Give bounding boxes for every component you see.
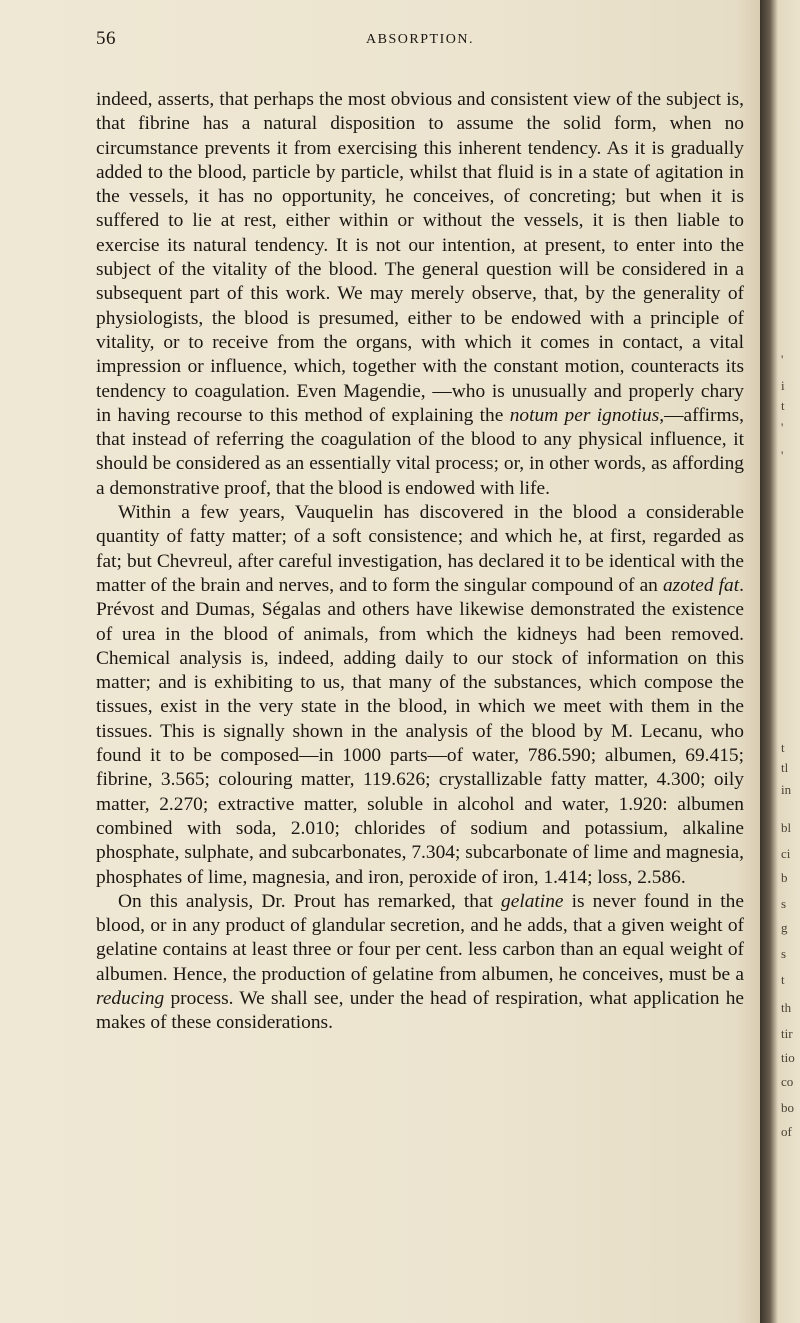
facing-page-fragment: tir	[781, 1026, 793, 1041]
facing-page-fragment: tio	[781, 1050, 795, 1065]
text-run: On this analysis, Dr. Prout has remarked, that	[118, 890, 502, 912]
facing-page-fragment: s	[781, 946, 787, 961]
facing-page-fragment: t	[781, 398, 785, 413]
paragraph	[96, 890, 744, 1036]
facing-page-fragment: bl	[781, 820, 792, 835]
facing-page-fragment: bo	[781, 1100, 794, 1115]
facing-page-fragment: ci	[781, 846, 791, 861]
italic-phrase: gelatine	[501, 890, 564, 912]
italic-phrase: notum per ignotius	[509, 404, 660, 426]
text-run: ,—affirms, that instead of referring the coagulation of the blood to any physical influence, it should be considered as an essentially vital process; or, in other words, as affording a demonstrative proof, that the blood is endowed with life.	[96, 404, 744, 499]
page-number: 56	[96, 28, 116, 49]
text-run: indeed, asserts, that perhaps the most obvious and consistent view of the subject is, that fibrine has a natural disposition to assume the solid form, when no circumstance prevents it from exercising this inherent tendency. As it is gradually added to the blood, particle by particle, whilst that fluid is in a state of agitation in the vessels, it has no opportunity, he conceives, of concreting; but when it is suffered to lie at rest, either within or without the vessels, it is then liable to exercise its natural tendency. It is not our intention, at present, to enter into the subject of the vitality of the blood. The general question will be considered in a subsequent part of this work. We may merely observe, that, by the generality of physiologists, the blood is presumed, either to be endowed with a principle of vitality, or to receive from the organs, with which it comes in contact, a vital impression or influence, which, together with the constant motion, counteracts its tendency to coagulation. Even Magendie, —who is unusually and properly chary in having recourse to this method of explaining the	[96, 89, 744, 426]
facing-page-fragment: co	[781, 1074, 794, 1089]
text-run: process. We shall see, under the head of respiration, what application he makes of these considerations.	[96, 987, 744, 1034]
facing-page-fragment: th	[781, 1000, 792, 1015]
facing-page-fragment: '	[781, 352, 784, 367]
facing-page-fragment: t	[781, 740, 785, 755]
running-head: ABSORPTION.	[366, 32, 474, 47]
facing-page-fragment: i	[781, 378, 785, 393]
facing-page-fragment: s	[781, 896, 787, 911]
facing-page-fragment: of	[781, 1124, 792, 1139]
page-header	[96, 28, 744, 58]
paragraph	[96, 501, 744, 890]
facing-page-fragment: '	[781, 448, 784, 463]
italic-phrase: reducing	[96, 987, 165, 1009]
text-run: . Prévost and Dumas, Ségalas and others have likewise demonstrated the existence of urea in the blood of animals, from which the kidneys had been removed. Chemical analysis is, indeed, adding daily to our stock of information on this matter; and is exhibiting to us, that many of the substances, which compose the tissues, exist in the very state in the blood, in which we meet with them in the tissues. This is signally shown in the analysis of the blood by M. Lecanu, who found it to be composed—in 1000 parts—of water, 786.590; albumen, 69.415; fibrine, 3.565; colouring matter, 119.626; crystallizable fatty matter, 4.300; oily matter, 2.270; extractive matter, soluble in alcohol and water, 1.920: albumen combined with soda, 2.010; chlorides of sodium and potassium, alkaline phosphate, sulphate, and subcarbonates, 7.304; subcarbonate of lime and magnesia, phosphates of lime, magnesia, and iron, peroxide of iron, 1.414; loss, 2.586.	[96, 574, 744, 888]
facing-page-fragment: tl	[781, 760, 789, 775]
facing-page-fragment: g	[781, 920, 788, 935]
text-run: is never found in the blood, or in any product of glandular secretion, and he adds, that a given weight of gelatine contains at least three or four per cent. less carbon than an equal weight of albumen. Hence, the production of gelatine from albumen, he conceives, must be a	[96, 890, 744, 985]
paragraph	[96, 88, 744, 501]
facing-page-fragment: b	[781, 870, 788, 885]
facing-page-fragment: '	[781, 420, 784, 435]
body-text	[96, 88, 744, 1036]
facing-page-fragment: t	[781, 972, 785, 987]
text-run: Within a few years, Vauquelin has discovered in the blood a considerable quantity of fatty matter; of a soft consistence; and which he, at first, regarded as fat; but Chevreul, after careful investigation, has declared it to be identical with the matter of the brain and nerves, and to form the singular compound of an	[96, 502, 744, 596]
italic-phrase: azoted fat	[662, 574, 740, 596]
facing-page-fragment: in	[781, 782, 792, 797]
